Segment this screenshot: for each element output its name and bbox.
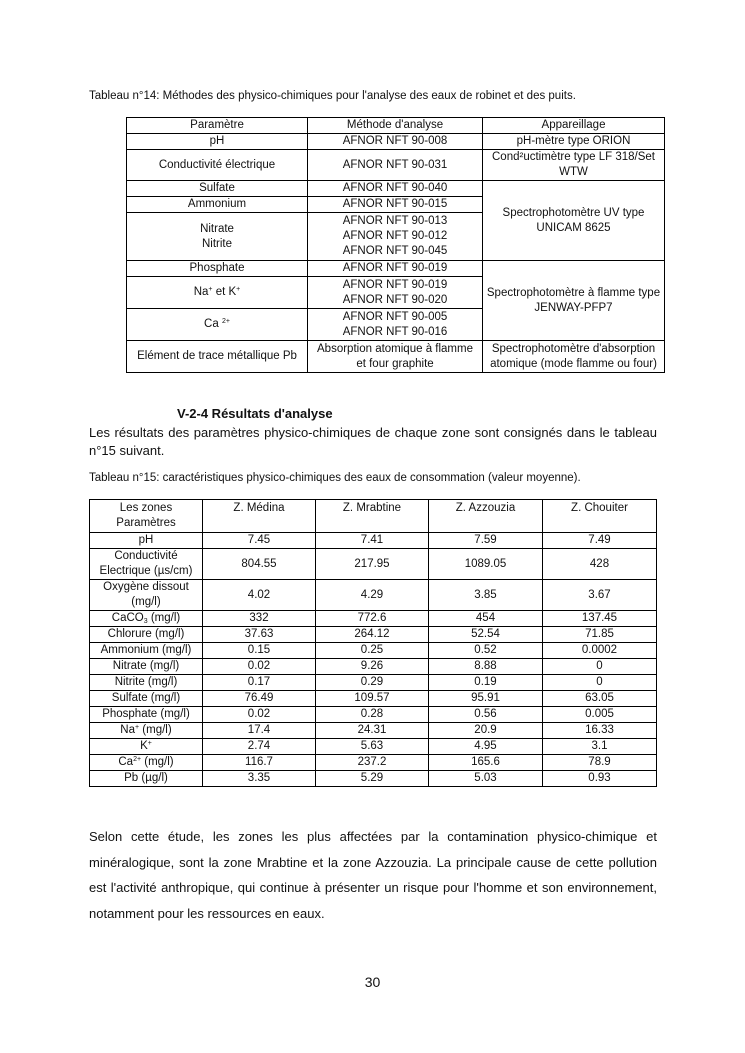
- table-row: [90, 739, 657, 755]
- value-cell: 3.85: [429, 580, 543, 611]
- param-text: Na: [193, 286, 209, 298]
- value-cell: 7.45: [203, 533, 316, 549]
- corner-cell: [90, 500, 203, 533]
- header-cell: Paramètre: [127, 118, 308, 134]
- method-cell: [308, 213, 483, 261]
- zone-header: Z. Chouiter: [543, 500, 657, 533]
- table-row: [90, 659, 657, 675]
- method-line: AFNOR NFT 90-016: [342, 325, 448, 338]
- param-cell: Nitrate (mg/l): [90, 659, 203, 675]
- value-cell: 5.29: [316, 771, 429, 787]
- param-cell: [90, 580, 203, 611]
- value-cell: 0.28: [316, 707, 429, 723]
- value-cell: 0.25: [316, 643, 429, 659]
- value-cell: 9.26: [316, 659, 429, 675]
- device-cell: Spectrophotomètre UV type UNICAM 8625: [483, 181, 665, 261]
- value-cell: 4.02: [203, 580, 316, 611]
- param-text: et K: [212, 286, 237, 298]
- param-cell: Sulfate: [127, 181, 308, 197]
- param-cell: Phosphate (mg/l): [90, 707, 203, 723]
- section-heading: V-2-4 Résultats d'analyse: [177, 406, 333, 421]
- table15-caption: Tableau n°15: caractéristiques physico-chimiques des eaux de consommation (valeur moyenne).: [89, 472, 581, 484]
- value-cell: 264.12: [316, 627, 429, 643]
- param-text: Ca: [118, 756, 134, 768]
- method-line: AFNOR NFT 90-019: [342, 278, 448, 291]
- table-row: [90, 533, 657, 549]
- value-cell: 95.91: [429, 691, 543, 707]
- param-text: (mg/l): [141, 756, 174, 768]
- table-row: [127, 181, 665, 197]
- method-line: AFNOR NFT 90-013: [342, 215, 448, 227]
- table-row: [90, 580, 657, 611]
- superscript: 2+: [221, 318, 230, 325]
- value-cell: 63.05: [543, 691, 657, 707]
- value-cell: 0.15: [203, 643, 316, 659]
- value-cell: 4.95: [429, 739, 543, 755]
- value-cell: 71.85: [543, 627, 657, 643]
- method-line: AFNOR NFT 90-020: [342, 293, 448, 306]
- param-cell: Conductivité électrique: [127, 150, 308, 181]
- value-cell: 116.7: [203, 755, 316, 771]
- value-cell: 217.95: [316, 549, 429, 580]
- device-cell: Spectrophotomètre d'absorption atomique (mode flamme ou four): [483, 341, 665, 373]
- param-cell: [90, 739, 203, 755]
- corner-line: Les zones: [119, 502, 173, 514]
- method-cell: [308, 277, 483, 309]
- param-line: Conductivité: [114, 550, 178, 562]
- method-cell: [308, 309, 483, 341]
- param-line: (mg/l): [131, 596, 161, 608]
- param-text: Ca: [204, 318, 222, 330]
- value-cell: 3.1: [543, 739, 657, 755]
- table-row: [90, 755, 657, 771]
- value-cell: 0.29: [316, 675, 429, 691]
- table-row: [90, 723, 657, 739]
- method-line: AFNOR NFT 90-012: [342, 230, 448, 242]
- value-cell: 0.52: [429, 643, 543, 659]
- value-cell: 2.74: [203, 739, 316, 755]
- value-cell: 37.63: [203, 627, 316, 643]
- value-cell: 0.93: [543, 771, 657, 787]
- param-text: Na: [120, 724, 135, 736]
- value-cell: 3.67: [543, 580, 657, 611]
- param-cell: Ammonium: [127, 197, 308, 213]
- method-line: AFNOR NFT 90-045: [342, 245, 448, 257]
- param-cell: [127, 277, 308, 309]
- value-cell: 0.02: [203, 707, 316, 723]
- param-line: Nitrite: [201, 237, 233, 250]
- param-text: K: [140, 740, 148, 752]
- value-cell: 17.4: [203, 723, 316, 739]
- param-text: (mg/l): [147, 612, 181, 624]
- superscript: +: [236, 286, 241, 293]
- value-cell: 7.49: [543, 533, 657, 549]
- superscript: 2+: [133, 756, 142, 763]
- value-cell: 0.005: [543, 707, 657, 723]
- value-cell: 20.9: [429, 723, 543, 739]
- table-row: [90, 611, 657, 627]
- value-cell: 454: [429, 611, 543, 627]
- table-row: [127, 134, 665, 150]
- table-row: [90, 691, 657, 707]
- value-cell: 237.2: [316, 755, 429, 771]
- results-table: [89, 499, 657, 787]
- zone-header: Z. Mrabtine: [316, 500, 429, 533]
- value-cell: 16.33: [543, 723, 657, 739]
- conclusion-paragraph: Selon cette étude, les zones les plus affectées par la contamination physico-chimique et minéralogique, sont la zone Mrabtine et la zone Azzouzia. La principale cause de cette pollution est l'activité anthropique, qui continue à présenter un risque pour l'homme et son environnement, notamment pour les ressources en eaux.: [89, 829, 657, 921]
- method-cell: AFNOR NFT 90-015: [308, 197, 483, 213]
- param-cell: pH: [90, 533, 203, 549]
- intro-paragraph: Les résultats des paramètres physico-chimiques de chaque zone sont consignés dans le tableau n°15 suivant.: [89, 425, 657, 458]
- device-cell: pH-mètre type ORION: [483, 134, 665, 150]
- value-cell: 76.49: [203, 691, 316, 707]
- value-cell: 8.88: [429, 659, 543, 675]
- table-row: [90, 643, 657, 659]
- method-cell: AFNOR NFT 90-040: [308, 181, 483, 197]
- page-number: 30: [364, 974, 381, 990]
- param-cell: Phosphate: [127, 261, 308, 277]
- param-cell: [90, 611, 203, 627]
- device-cell: Cond²uctimètre type LF 318/Set WTW: [483, 150, 665, 181]
- table-row: [90, 675, 657, 691]
- param-cell: pH: [127, 134, 308, 150]
- value-cell: 7.59: [429, 533, 543, 549]
- methods-table: [126, 117, 665, 373]
- param-cell: Chlorure (mg/l): [90, 627, 203, 643]
- table-row: [127, 150, 665, 181]
- value-cell: 52.54: [429, 627, 543, 643]
- header-cell: Appareillage: [483, 118, 665, 134]
- zone-header: Z. Azzouzia: [429, 500, 543, 533]
- value-cell: 78.9: [543, 755, 657, 771]
- table-row: [127, 261, 665, 277]
- value-cell: 109.57: [316, 691, 429, 707]
- param-cell: [90, 755, 203, 771]
- table-header-row: [90, 500, 657, 533]
- value-cell: 1089.05: [429, 549, 543, 580]
- superscript: +: [147, 740, 152, 747]
- value-cell: 428: [543, 549, 657, 580]
- corner-line: Paramètres: [116, 517, 176, 529]
- value-cell: 24.31: [316, 723, 429, 739]
- value-cell: 3.35: [203, 771, 316, 787]
- value-cell: 7.41: [316, 533, 429, 549]
- header-cell: Méthode d'analyse: [308, 118, 483, 134]
- param-text: (mg/l): [139, 724, 172, 736]
- param-cell: [127, 309, 308, 341]
- table-row: [90, 627, 657, 643]
- device-cell: Spectrophotomètre à flamme type JENWAY-PFP7: [483, 261, 665, 341]
- value-cell: 804.55: [203, 549, 316, 580]
- value-cell: 0.19: [429, 675, 543, 691]
- value-cell: 0: [543, 675, 657, 691]
- param-cell: Nitrite (mg/l): [90, 675, 203, 691]
- value-cell: 0.02: [203, 659, 316, 675]
- table-row: [90, 707, 657, 723]
- value-cell: 137.45: [543, 611, 657, 627]
- value-cell: 5.03: [429, 771, 543, 787]
- param-cell: [90, 549, 203, 580]
- superscript: +: [208, 286, 213, 293]
- param-cell: Elément de trace métallique Pb: [127, 341, 308, 373]
- value-cell: 4.29: [316, 580, 429, 611]
- value-cell: 165.6: [429, 755, 543, 771]
- param-cell: [90, 723, 203, 739]
- value-cell: 5.63: [316, 739, 429, 755]
- value-cell: 0: [543, 659, 657, 675]
- param-cell: Sulfate (mg/l): [90, 691, 203, 707]
- value-cell: 0.17: [203, 675, 316, 691]
- value-cell: 0.56: [429, 707, 543, 723]
- table-row: [90, 549, 657, 580]
- param-line: Electrique (µs/cm): [99, 565, 193, 577]
- value-cell: 772.6: [316, 611, 429, 627]
- param-cell: Pb (µg/l): [90, 771, 203, 787]
- table-row: [90, 771, 657, 787]
- superscript: +: [135, 724, 140, 731]
- table-row: [127, 341, 665, 373]
- param-cell: [127, 213, 308, 261]
- method-cell: AFNOR NFT 90-031: [308, 150, 483, 181]
- subscript: 3: [143, 618, 148, 625]
- method-cell: AFNOR NFT 90-008: [308, 134, 483, 150]
- value-cell: 0.0002: [543, 643, 657, 659]
- table14-caption: Tableau n°14: Méthodes des physico-chimiques pour l'analyse des eaux de robinet et des puits.: [89, 90, 576, 102]
- param-line: Oxygène dissout: [103, 581, 189, 593]
- method-cell: Absorption atomique à flamme et four graphite: [308, 341, 483, 373]
- method-line: AFNOR NFT 90-005: [342, 310, 448, 323]
- param-cell: Ammonium (mg/l): [90, 643, 203, 659]
- table-header-row: [127, 118, 665, 134]
- param-line: Nitrate: [200, 222, 234, 235]
- param-text: CaCO: [111, 612, 144, 624]
- method-cell: AFNOR NFT 90-019: [308, 261, 483, 277]
- value-cell: 332: [203, 611, 316, 627]
- zone-header: Z. Médina: [203, 500, 316, 533]
